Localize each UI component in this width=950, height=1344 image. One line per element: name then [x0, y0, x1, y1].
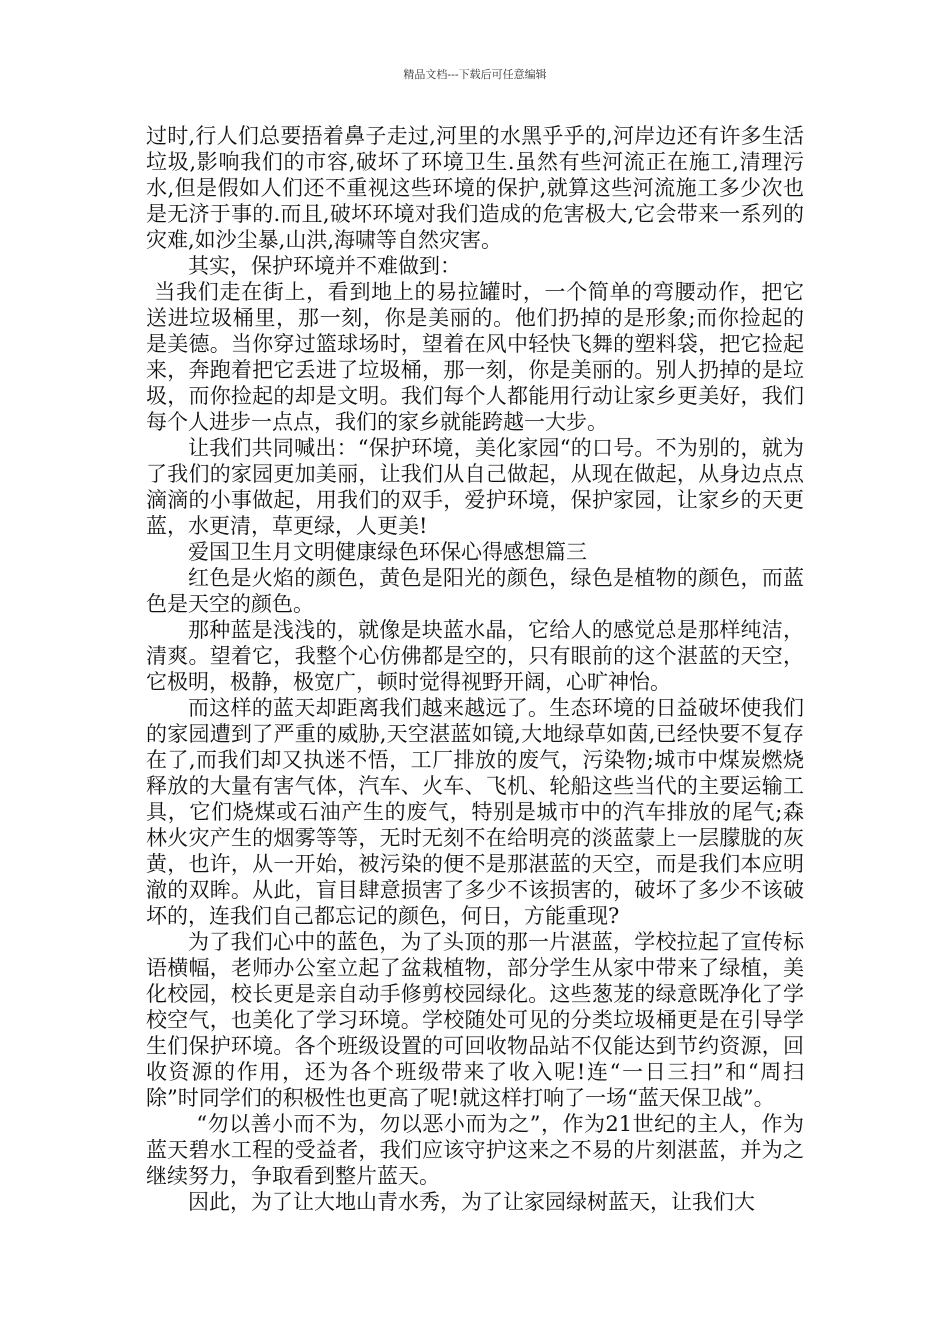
paragraph-colors: 红色是火焰的颜色，黄色是阳光的颜色，绿色是植物的颜色，而蓝色是天空的颜色。: [146, 566, 804, 616]
paragraph-protection-easy: 其实，保护环境并不难做到：: [188, 254, 461, 278]
page-header: 精品文档---下载后可任意编辑: [403, 68, 547, 81]
paragraph-blue-crystal: 那种蓝是浅浅的，就像是块蓝水晶，它给人的感觉总是那样纯洁，清爽。望着它，我整个心仿佛都是空的，只有眼前的这个湛蓝的天空，它极明，极静，极宽广，顿时觉得视野开阔，心旷神怡。: [146, 618, 804, 694]
document-body: [146, 123, 804, 1215]
paragraph-pick-up-litter: 当我们走在街上，看到地上的易拉罐时，一个简单的弯腰动作，把它送进垃圾桶里，那一刻，你是美丽的。他们扔掉的是形象;而你捡起的是美德。当你穿过篮球场时，望着在风中轻快飞舞的塑料袋，把它捡起来，奔跑着把它丢进了垃圾桶，那一刻，你是美丽的。别人扔掉的是垃圾，而你捡起的却是文明。我们每个人都能用行动让家乡更美好，我们每个人进步一点点，我们的家乡就能跨越一大步。: [146, 280, 804, 434]
paragraph-conclusion: 因此，为了让大地山青水秀，为了让家园绿树蓝天，让我们大: [188, 1190, 755, 1214]
paragraph-pollution-rivers: 过时,行人们总要捂着鼻子走过,河里的水黑乎乎的,河岸边还有许多生活垃圾,影响我们的市容,破坏了环境卫生.虽然有些河流正在施工,清理污水,但是假如人们还不重视这些环境的保护,就算这些河流施工多少次也是无济于事的.而且,破坏环境对我们造成的危害极大,它会带来一系列的灾难,如沙尘暴,山洪,海啸等自然灾害。: [146, 124, 804, 252]
paragraph-proverb: “勿以善小而不为，勿以恶小而为之”，作为21世纪的主人，作为蓝天碧水工程的受益者，我们应该守护这来之不易的片刻湛蓝，并为之继续努力，争取看到整片蓝天。: [146, 1112, 804, 1188]
paragraph-school-actions: 为了我们心中的蓝色，为了头顶的那一片湛蓝，学校拉起了宣传标语横幅，老师办公室立起了盆栽植物，部分学生从家中带来了绿植，美化校园，校长更是亲自动手修剪校园绿化。这些葱茏的绿意既净化了学校空气，也美化了学习环境。学校随处可见的分类垃圾桶更是在引导学生们保护环境。各个班级设置的可回收物品站不仅能达到节约资源，回收资源的作用，还为各个班级带来了收入呢!连“一日三扫”和“周扫除”时同学们的积极性也更高了呢!就这样打响了一场“蓝天保卫战”。: [146, 930, 804, 1110]
paragraph-slogan: 让我们共同喊出：“保护环境，美化家园“的口号。不为别的，就为了我们的家园更加美丽，让我们从自己做起，从现在做起，从身边点点滴滴的小事做起，用我们的双手，爱护环境，保护家园，让家乡的天更蓝，水更清，草更绿，人更美!: [146, 436, 804, 538]
paragraph-sky-farther: 而这样的蓝天却距离我们越来越远了。生态环境的日益破坏使我们的家园遭到了严重的威胁,天空湛蓝如镜,大地绿草如茵,已经快要不复存在了,而我们却又执迷不悟，工厂排放的废气，污染物;城市中煤炭燃烧释放的大量有害气体，汽车、火车、飞机、轮船这些当代的主要运输工具，它们烧煤或石油产生的废气，特别是城市中的汽车排放的尾气;森林火灾产生的烟雾等等，无时无刻不在给明亮的淡蓝蒙上一层朦胧的灰黄，也许，从一开始，被污染的便不是那湛蓝的天空，而是我们本应明澈的双眸。从此，盲目肆意损害了多少不该损害的，破坏了多少不该破坏的，连我们自己都忘记的颜色，何日，方能重现?: [146, 696, 804, 928]
section-heading: 爱国卫生月文明健康绿色环保心得感想篇三: [188, 540, 587, 564]
